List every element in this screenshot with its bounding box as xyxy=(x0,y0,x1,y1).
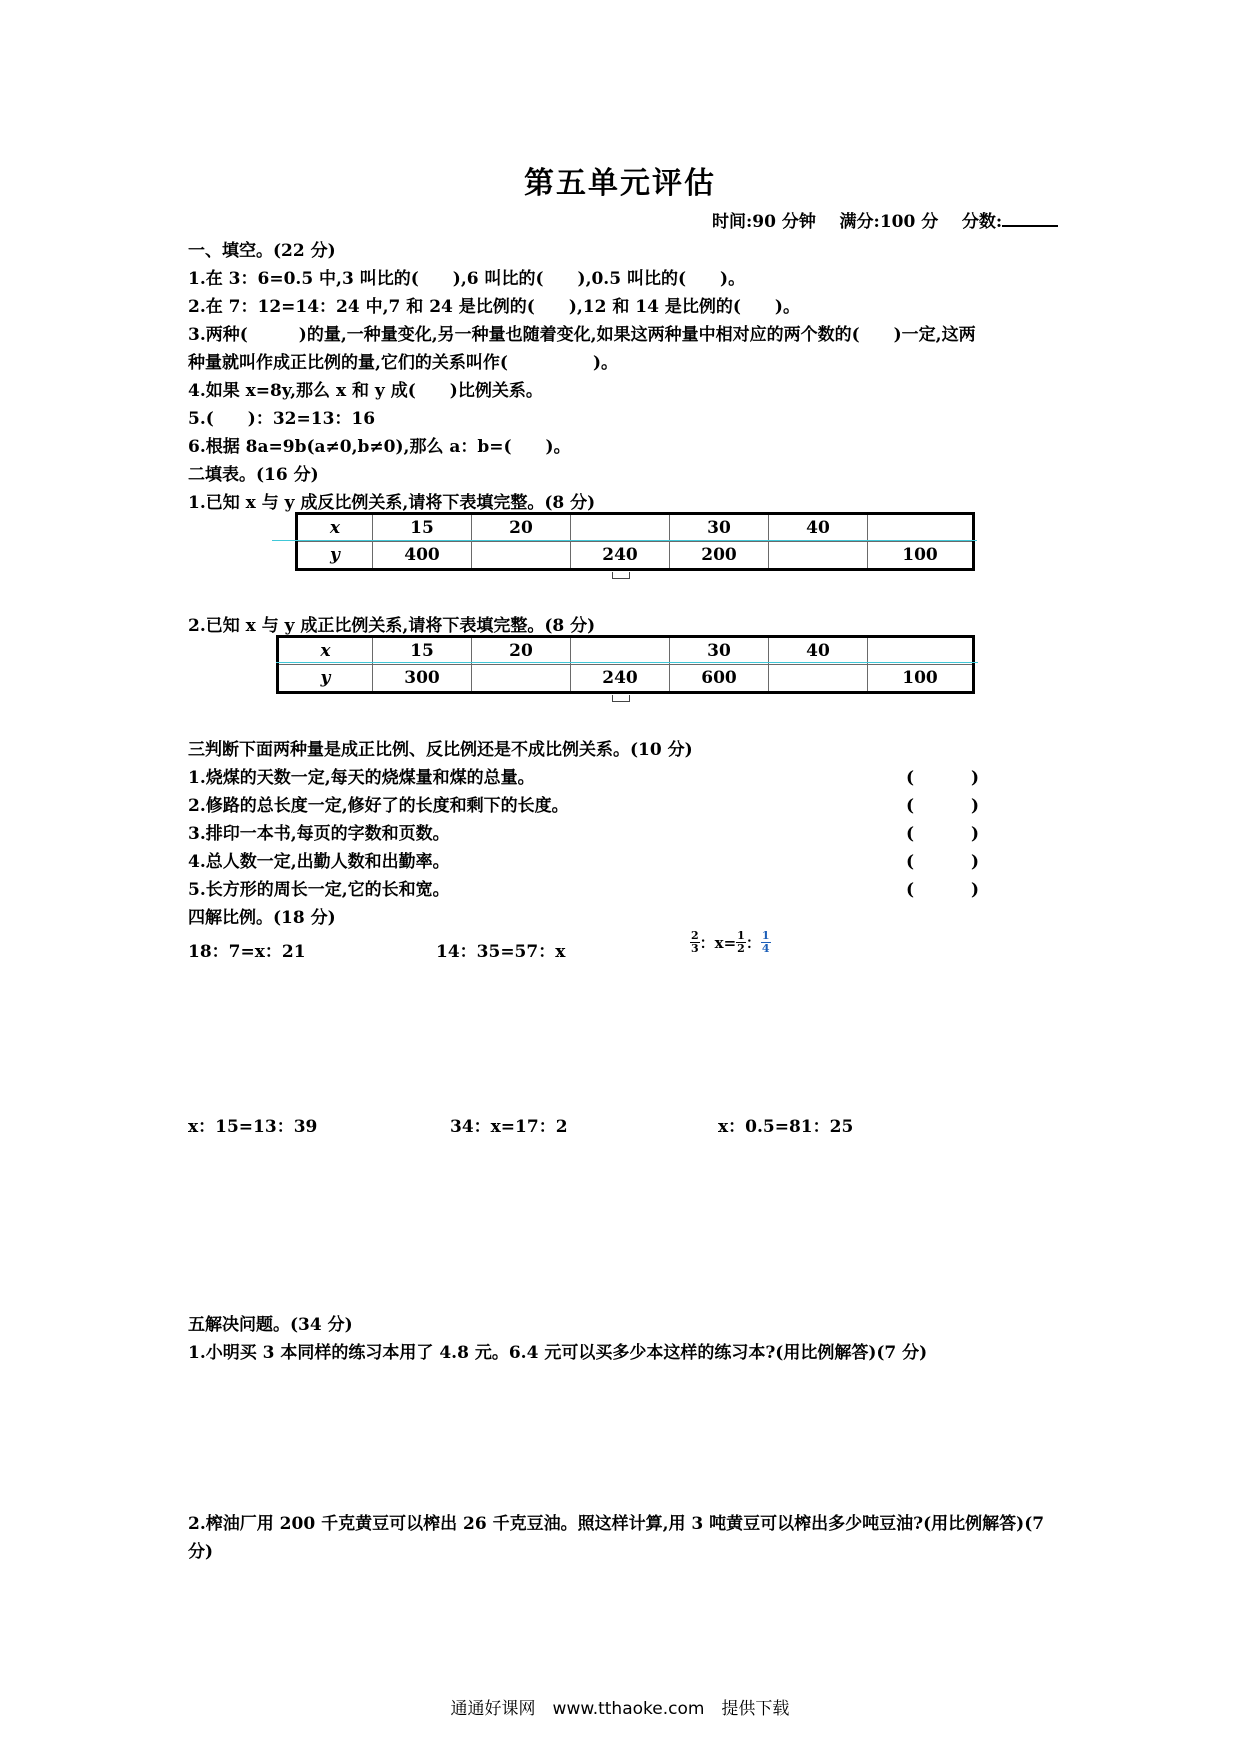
table-cell[interactable] xyxy=(868,637,974,665)
answer-paren-1[interactable]: ( ) xyxy=(906,768,980,788)
section1-heading: 一、填空。(22 分) xyxy=(188,241,336,261)
frac-num: 1 xyxy=(761,929,770,942)
problem-2: 2.榨油厂用 200 千克黄豆可以榨出 26 千克豆油。照这样计算,用 3 吨黄豆可以榨出多少吨豆油?(用比例解答)(7 分) xyxy=(188,1514,1045,1562)
section1-q5: 5.( )：32=13：16 xyxy=(188,409,376,429)
table-cell[interactable] xyxy=(571,637,670,665)
table-row xyxy=(297,542,974,570)
table-cell[interactable]: 40 xyxy=(769,637,868,665)
judge-item-5: 5.长方形的周长一定,它的长和宽。 xyxy=(188,880,450,900)
frac-den: 2 xyxy=(737,942,745,955)
table-cell[interactable] xyxy=(571,514,670,542)
table-row xyxy=(297,514,974,542)
table-cell[interactable]: 200 xyxy=(670,542,769,570)
table-cell[interactable]: 300 xyxy=(373,665,472,693)
table-cell[interactable] xyxy=(868,514,974,542)
guide-line xyxy=(272,540,977,541)
full-score: 满分:100 分 xyxy=(839,212,939,232)
section3-heading: 三判断下面两种量是成正比例、反比例还是不成比例关系。(10 分) xyxy=(188,740,693,760)
anchor-mark xyxy=(612,695,630,702)
exam-meta xyxy=(712,207,1058,232)
frac-num: 2 xyxy=(691,929,699,942)
section1-q1: 1.在 3：6=0.5 中,3 叫比的( ),6 叫比的( ),0.5 叫比的( )。 xyxy=(188,269,746,289)
table-cell[interactable] xyxy=(472,665,571,693)
score-label: 分数: xyxy=(961,212,1003,232)
answer-paren-5[interactable]: ( ) xyxy=(906,880,980,900)
guide-line xyxy=(276,662,978,663)
table-y-label: y xyxy=(278,665,373,693)
table-cell[interactable]: 20 xyxy=(472,514,571,542)
table-cell[interactable] xyxy=(472,542,571,570)
frac-den: 4 xyxy=(761,942,770,955)
table-cell[interactable]: 40 xyxy=(769,514,868,542)
table-x-label: x xyxy=(297,514,373,542)
section2-heading: 二填表。(16 分) xyxy=(188,465,319,485)
judge-item-1: 1.烧煤的天数一定,每天的烧煤量和煤的总量。 xyxy=(188,768,535,788)
table-cell[interactable]: 600 xyxy=(670,665,769,693)
frac-den: 3 xyxy=(691,942,699,955)
table-cell[interactable]: 240 xyxy=(571,542,670,570)
equation-3-mid: ：x= xyxy=(699,934,737,952)
table1-caption: 1.已知 x 与 y 成反比例关系,请将下表填完整。(8 分) xyxy=(188,493,596,513)
equation-2: 14：35=57：x xyxy=(436,942,566,962)
table-y-label: y xyxy=(297,542,373,570)
table-cell[interactable] xyxy=(769,665,868,693)
answer-paren-2[interactable]: ( ) xyxy=(906,796,980,816)
problem-1: 1.小明买 3 本同样的练习本用了 4.8 元。6.4 元可以买多少本这样的练习本?(用比例解答)(7 分) xyxy=(188,1343,928,1363)
section1-q3b: 种量就叫作成正比例的量,它们的关系叫作( )。 xyxy=(188,353,619,373)
table-cell[interactable]: 30 xyxy=(670,637,769,665)
table-row xyxy=(278,665,974,693)
judge-item-4: 4.总人数一定,出勤人数和出勤率。 xyxy=(188,852,450,872)
table-cell[interactable]: 100 xyxy=(868,542,974,570)
answer-paren-4[interactable]: ( ) xyxy=(906,852,980,872)
table-cell[interactable] xyxy=(769,542,868,570)
judge-item-2: 2.修路的总长度一定,修好了的长度和剩下的长度。 xyxy=(188,796,569,816)
answer-paren-3[interactable]: ( ) xyxy=(906,824,980,844)
table2-caption: 2.已知 x 与 y 成正比例关系,请将下表填完整。(8 分) xyxy=(188,616,596,636)
equation-1: 18：7=x：21 xyxy=(188,942,306,962)
footer-source: 通通好课网 www.tthaoke.com 提供下载 xyxy=(450,1699,790,1719)
time-limit: 时间:90 分钟 xyxy=(712,212,816,232)
section4-heading: 四解比例。(18 分) xyxy=(188,908,336,928)
table-row xyxy=(278,637,974,665)
section1-q3a: 3.两种( )的量,一种量变化,另一种量也随着变化,如果这两种量中相对应的两个数的( )一定,这两 xyxy=(188,325,976,345)
page-title: 第五单元评估 xyxy=(524,166,716,201)
table-cell[interactable]: 30 xyxy=(670,514,769,542)
table-x-label: x xyxy=(278,637,373,665)
judge-item-3: 3.排印一本书,每页的字数和页数。 xyxy=(188,824,450,844)
frac-num: 1 xyxy=(737,929,745,942)
table-cell[interactable]: 400 xyxy=(373,542,472,570)
equation-3 xyxy=(690,930,771,955)
section1-q6: 6.根据 8a=9b(a≠0,b≠0),那么 a：b=( )。 xyxy=(188,437,571,457)
table-cell[interactable]: 240 xyxy=(571,665,670,693)
equation-5: 34：x=17：2 xyxy=(450,1117,568,1137)
section1-q2: 2.在 7：12=14：24 中,7 和 24 是比例的( ),12 和 14 是比例的( )。 xyxy=(188,297,800,317)
score-blank[interactable] xyxy=(1002,211,1058,227)
equation-6: x：0.5=81：25 xyxy=(718,1117,854,1137)
table-cell[interactable]: 15 xyxy=(373,637,472,665)
table-cell[interactable]: 15 xyxy=(373,514,472,542)
section1-q4: 4.如果 x=8y,那么 x 和 y 成( )比例关系。 xyxy=(188,381,543,401)
table-cell[interactable]: 20 xyxy=(472,637,571,665)
anchor-mark xyxy=(612,572,630,579)
table-cell[interactable]: 100 xyxy=(868,665,974,693)
inverse-ratio-table xyxy=(295,512,975,571)
equation-3-colon: ： xyxy=(745,934,761,952)
equation-4: x：15=13：39 xyxy=(188,1117,318,1137)
section5-heading: 五解决问题。(34 分) xyxy=(188,1315,353,1335)
direct-ratio-table xyxy=(276,635,975,694)
